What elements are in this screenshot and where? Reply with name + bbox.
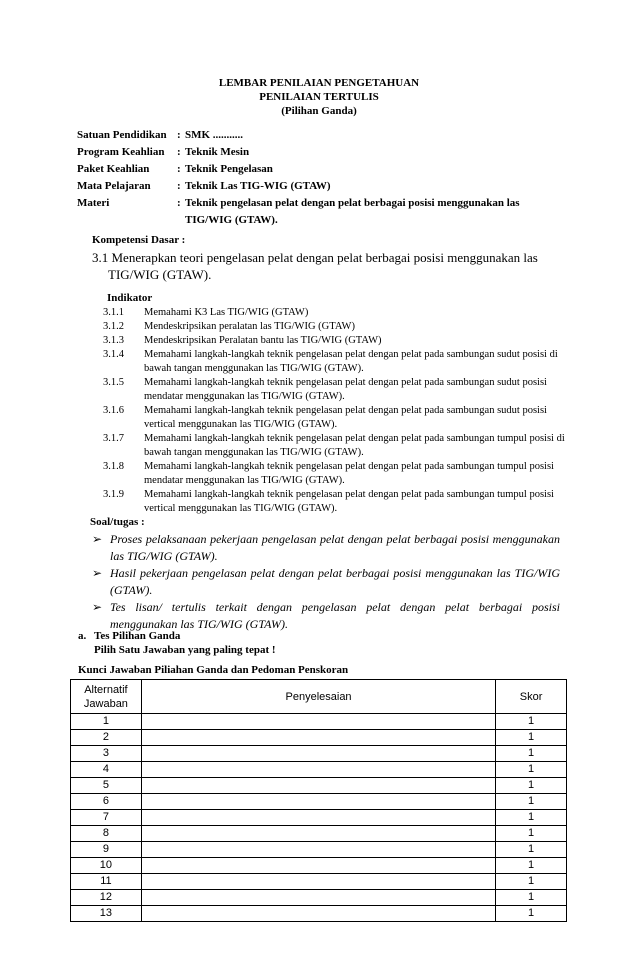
cell-penyelesaian xyxy=(141,810,495,826)
cell-penyelesaian xyxy=(141,794,495,810)
cell-no: 8 xyxy=(71,826,142,842)
identity-label: Satuan Pendidikan xyxy=(77,129,167,141)
doc-subtitle: PENILAIAN TERTULIS xyxy=(259,91,379,103)
item-number: 3.1.2 xyxy=(103,321,124,332)
identity-colon: : xyxy=(177,129,181,141)
list-item xyxy=(100,488,570,516)
list-item xyxy=(100,460,570,488)
kompetensi-line-continued: TIG/WIG (GTAW). xyxy=(108,267,212,282)
list-item xyxy=(100,348,570,376)
cell-penyelesaian xyxy=(141,826,495,842)
tes-instruction: Pilih Satu Jawaban yang paling tepat ! xyxy=(94,644,276,656)
tes-title: Tes Pilihan Ganda xyxy=(94,630,181,642)
cell-skor: 1 xyxy=(496,746,567,762)
table-row xyxy=(71,858,567,874)
identity-label: Mata Pelajaran xyxy=(77,180,151,192)
cell-penyelesaian xyxy=(141,858,495,874)
soal-heading: Soal/tugas : xyxy=(90,516,145,528)
col-header-skor: Skor xyxy=(496,680,567,714)
identity-label: Paket Keahlian xyxy=(77,163,150,175)
item-number: 3.1.4 xyxy=(103,349,124,360)
cell-no: 10 xyxy=(71,858,142,874)
item-number: 3.1.9 xyxy=(103,489,124,500)
cell-no: 13 xyxy=(71,906,142,922)
identity-label: Materi xyxy=(77,197,110,209)
answer-key-table xyxy=(70,679,567,922)
cell-no: 3 xyxy=(71,746,142,762)
table-row xyxy=(71,746,567,762)
cell-no: 7 xyxy=(71,810,142,826)
identity-row xyxy=(77,127,577,144)
table-row xyxy=(71,778,567,794)
tes-heading xyxy=(78,629,180,643)
table-row xyxy=(71,810,567,826)
identity-block xyxy=(77,127,577,229)
cell-skor: 1 xyxy=(496,858,567,874)
cell-penyelesaian xyxy=(141,890,495,906)
list-item xyxy=(92,531,560,565)
identity-colon: : xyxy=(177,146,181,158)
item-text: Memahami langkah-langkah teknik pengelasan pelat dengan pelat pada sambungan sudut posisi mendatar menggunakan las TIG/WIG (GTAW). xyxy=(144,377,547,402)
cell-penyelesaian xyxy=(141,714,495,730)
list-item xyxy=(100,306,570,320)
table-row xyxy=(71,906,567,922)
cell-skor: 1 xyxy=(496,842,567,858)
identity-colon: : xyxy=(177,180,181,192)
cell-skor: 1 xyxy=(496,714,567,730)
identity-value: Teknik pengelasan pelat dengan pelat berbagai posisi menggunakan las TIG/WIG (GTAW). xyxy=(185,197,520,226)
cell-skor: 1 xyxy=(496,906,567,922)
table-row xyxy=(71,874,567,890)
cell-skor: 1 xyxy=(496,826,567,842)
identity-value: SMK ........... xyxy=(185,129,244,141)
arrow-bullet-icon: ➢ xyxy=(92,600,103,614)
identity-value: Teknik Las TIG-WIG (GTAW) xyxy=(185,180,331,192)
cell-no: 4 xyxy=(71,762,142,778)
cell-no: 2 xyxy=(71,730,142,746)
cell-skor: 1 xyxy=(496,762,567,778)
cell-penyelesaian xyxy=(141,874,495,890)
identity-colon: : xyxy=(177,163,181,175)
item-text: Memahami langkah-langkah teknik pengelasan pelat dengan pelat pada sambungan sudut posisi di bawah tangan menggunakan las TIG/WIG (GTAW). xyxy=(144,349,558,374)
cell-no: 6 xyxy=(71,794,142,810)
item-text: Memahami langkah-langkah teknik pengelasan pelat dengan pelat pada sambungan sudut posisi vertical menggunakan las TIG/WIG (GTAW). xyxy=(144,405,547,430)
item-number: 3.1.8 xyxy=(103,461,124,472)
identity-row xyxy=(77,144,577,161)
table-row xyxy=(71,890,567,906)
col-header-line: Alternatif xyxy=(84,683,128,696)
cell-skor: 1 xyxy=(496,778,567,794)
arrow-bullet-icon: ➢ xyxy=(92,566,103,580)
identity-row xyxy=(77,178,577,195)
arrow-bullet-icon: ➢ xyxy=(92,532,103,546)
identity-value: Teknik Mesin xyxy=(185,146,250,158)
list-item xyxy=(100,376,570,404)
section-marker: a. xyxy=(78,630,87,642)
cell-skor: 1 xyxy=(496,890,567,906)
doc-title: LEMBAR PENILAIAN PENGETAHUAN xyxy=(218,77,420,89)
list-item xyxy=(100,404,570,432)
table-row xyxy=(71,762,567,778)
item-number: 3.1.7 xyxy=(103,433,124,444)
cell-penyelesaian xyxy=(141,842,495,858)
identity-value: Teknik Pengelasan xyxy=(185,163,273,175)
table-row xyxy=(71,794,567,810)
item-text: Memahami K3 Las TIG/WIG (GTAW) xyxy=(144,307,309,318)
indikator-list xyxy=(100,306,570,516)
kompetensi-text xyxy=(92,249,560,283)
col-header-alternatif xyxy=(71,680,142,714)
soal-text: Proses pelaksanaan pekerjaan pengelasan pelat dengan pelat berbagai posisi menggunakan las TIG/WIG (GTAW). xyxy=(110,532,560,563)
cell-skor: 1 xyxy=(496,794,567,810)
soal-text: Hasil pekerjaan pengelasan pelat dengan pelat berbagai posisi menggunakan las TIG/WIG (GTAW). xyxy=(110,566,560,597)
cell-skor: 1 xyxy=(496,874,567,890)
list-item xyxy=(92,599,560,633)
indikator-heading: Indikator xyxy=(107,292,153,304)
cell-penyelesaian xyxy=(141,906,495,922)
table-row xyxy=(71,826,567,842)
cell-no: 12 xyxy=(71,890,142,906)
kunci-heading: Kunci Jawaban Piliahan Ganda dan Pedoman Penskoran xyxy=(78,664,349,676)
col-header-line: Jawaban xyxy=(83,697,128,710)
cell-penyelesaian xyxy=(141,778,495,794)
item-number: 3.1.6 xyxy=(103,405,124,416)
col-header-penyelesaian: Penyelesaian xyxy=(141,680,495,714)
cell-penyelesaian xyxy=(141,746,495,762)
item-text: Memahami langkah-langkah teknik pengelasan pelat dengan pelat pada sambungan tumpul posisi vertical menggunakan las TIG/WIG (GTAW). xyxy=(144,489,554,514)
cell-no: 11 xyxy=(71,874,142,890)
item-text: Mendeskripsikan peralatan las TIG/WIG (GTAW) xyxy=(144,321,355,332)
soal-list xyxy=(92,531,560,633)
cell-no: 9 xyxy=(71,842,142,858)
item-number: 3.1.3 xyxy=(103,335,124,346)
identity-colon: : xyxy=(177,197,181,209)
item-text: Memahami langkah-langkah teknik pengelasan pelat dengan pelat pada sambungan tumpul posisi mendatar menggunakan las TIG/WIG (GTAW). xyxy=(144,461,554,486)
identity-row xyxy=(77,161,577,178)
identity-row xyxy=(77,195,577,229)
cell-no: 5 xyxy=(71,778,142,794)
item-number: 3.1.1 xyxy=(103,307,124,318)
cell-skor: 1 xyxy=(496,730,567,746)
doc-type: (Pilihan Ganda) xyxy=(281,105,357,117)
table-row xyxy=(71,842,567,858)
table-header-row xyxy=(71,680,567,714)
list-item xyxy=(100,334,570,348)
kompetensi-line: 3.1 Menerapkan teori pengelasan pelat dengan pelat berbagai posisi menggunakan las xyxy=(92,250,538,265)
identity-label: Program Keahlian xyxy=(77,146,165,158)
kompetensi-heading: Kompetensi Dasar : xyxy=(92,234,186,246)
soal-text: Tes lisan/ tertulis terkait dengan pengelasan pelat dengan pelat berbagai posisi menggunakan las TIG/WIG (GTAW). xyxy=(110,600,560,631)
list-item xyxy=(100,320,570,334)
cell-penyelesaian xyxy=(141,762,495,778)
cell-skor: 1 xyxy=(496,810,567,826)
item-text: Mendeskripsikan Peralatan bantu las TIG/WIG (GTAW) xyxy=(144,335,382,346)
table-row xyxy=(71,730,567,746)
cell-penyelesaian xyxy=(141,730,495,746)
table-row xyxy=(71,714,567,730)
list-item xyxy=(92,565,560,599)
item-text: Memahami langkah-langkah teknik pengelasan pelat dengan pelat pada sambungan tumpul posisi di bawah tangan menggunakan las TIG/WIG (GTAW). xyxy=(144,433,565,458)
cell-no: 1 xyxy=(71,714,142,730)
item-number: 3.1.5 xyxy=(103,377,124,388)
list-item xyxy=(100,432,570,460)
